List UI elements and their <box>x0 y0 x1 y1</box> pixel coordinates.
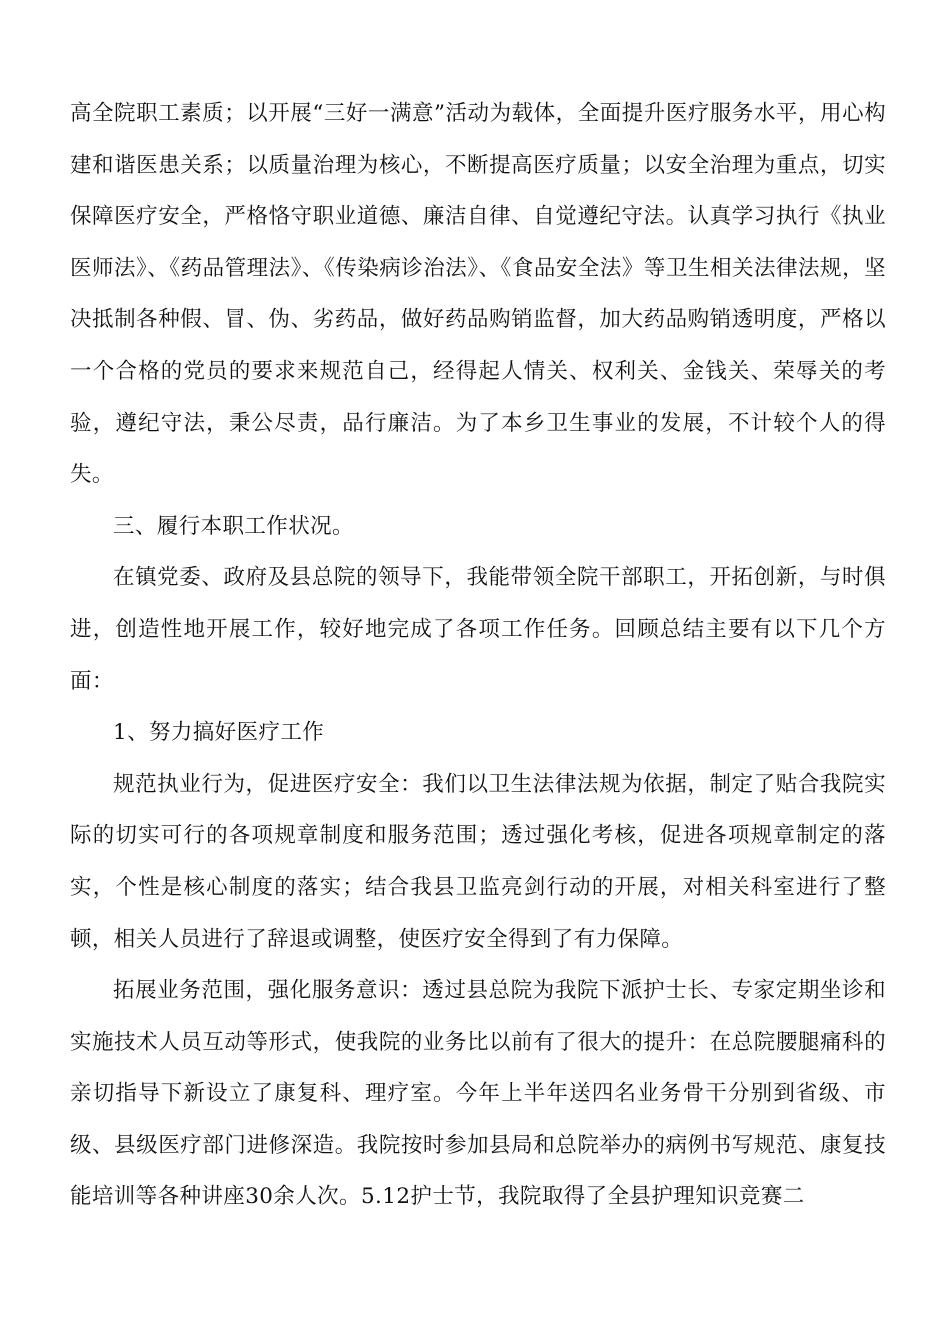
subsection-heading-medical-work: 1、努力搞好医疗工作 <box>113 720 325 746</box>
paragraph-business-scope: 拓展业务范围，强化服务意识：透过县总院为我院下派护士长、专家定期坐诊和实施技术人员互动等形式，使我院的业务比以前有了很大的提升：在总院腰腿痛科的亲切指导下新设立了康复科、理疗室。今年上半年送四名业务骨干分别到省级、市级、县级医疗部门进修深造。我院按时参加县局和总院举办的病例书写规范、康复技能培训等各种讲座30余人次。5.12护士节，我院取得了全县护理知识竞赛二 <box>70 978 886 1210</box>
paragraph-conduct: 高全院职工素质；以开展“三好一满意”活动为载体，全面提升医疗服务水平，用心构建和谐医患关系；以质量治理为核心，不断提高医疗质量；以安全治理为重点，切实保障医疗安全，严格恪守职业道德、廉洁自律、自觉遵纪守法。认真学习执行《执业医师法》、《药品管理法》、《传染病诊治法》、《食品安全法》等卫生相关法律法规，坚决抵制各种假、冒、伪、劣药品，做好药品购销监督，加大药品购销透明度，严格以一个合格的党员的要求来规范自己，经得起人情关、权利关、金钱关、荣辱关的考验，遵纪守法，秉公尽责，品行廉洁。为了本乡卫生事业的发展，不计较个人的得失。 <box>70 101 886 488</box>
section-heading-duties: 三、履行本职工作状况。 <box>113 513 354 539</box>
paragraph-medical-safety: 规范执业行为，促进医疗安全：我们以卫生法律法规为依据，制定了贴合我院实际的切实可行的各项规章制度和服务范围；透过强化考核，促进各项规章制定的落实，个性是核心制度的落实；结合我县卫监亮剑行动的开展，对相关科室进行了整顿，相关人员进行了辞退或调整，使医疗安全得到了有力保障。 <box>70 771 886 952</box>
document-page <box>70 88 886 1223</box>
paragraph-duties-intro: 在镇党委、政府及县总院的领导下，我能带领全院干部职工，开拓创新，与时俱进，创造性地开展工作，较好地完成了各项工作任务。回顾总结主要有以下几个方面： <box>70 565 886 694</box>
